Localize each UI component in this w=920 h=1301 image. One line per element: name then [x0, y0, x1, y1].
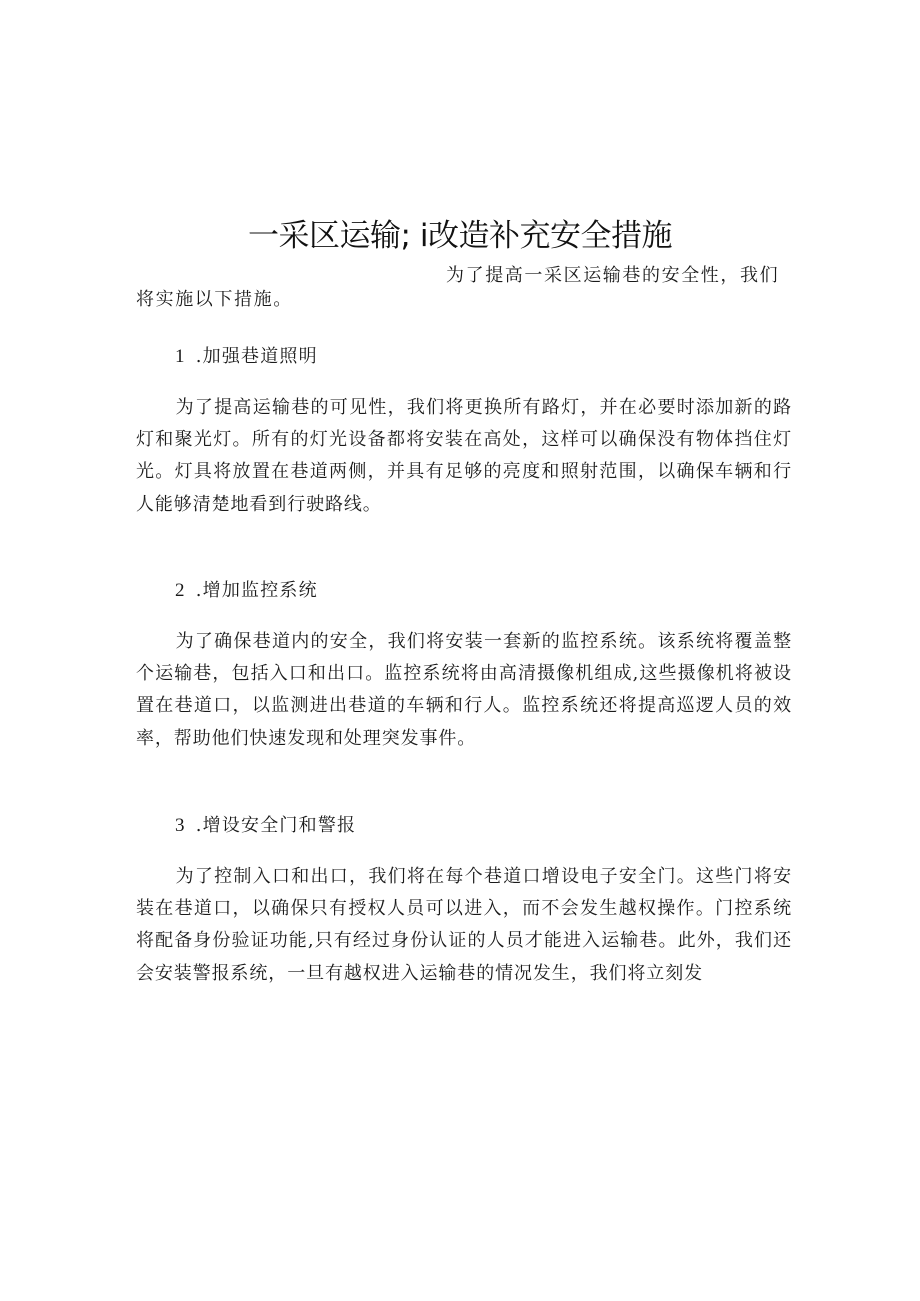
section-1-title: .加强巷道照明 — [195, 346, 318, 367]
intro-text-line1: 为了提高一采区运输巷的安全性，我们 — [446, 265, 780, 286]
section-2-number: 2 — [175, 580, 186, 601]
section-2-heading — [175, 576, 318, 606]
section-3-heading — [175, 811, 356, 841]
section-3-number: 3 — [175, 815, 186, 836]
section-3-body: 为了控制入口和出口，我们将在每个巷道口增设电子安全门。这些门将安装在巷道口，以确保只有授权人员可以进入，而不会发生越权操作。门控系统将配备身份验证功能,只有经过身份认证的人员才能进入运输巷。此外，我们还会安装警报系统，一旦有越权进入运输巷的情况发生，我们将立刻发 — [136, 866, 792, 984]
section-2-title: .增加监控系统 — [195, 580, 318, 601]
section-1-number: 1 — [175, 346, 186, 367]
section-1-body: 为了提高运输巷的可见性，我们将更换所有路灯，并在必要时添加新的路灯和聚光灯。所有的灯光设备都将安装在高处，这样可以确保没有物体挡住灯光。灯具将放置在巷道两侧，并具有足够的亮度和照射范围，以确保车辆和行人能够清楚地看到行驶路线。 — [136, 397, 792, 515]
section-2-body: 为了确保巷道内的安全，我们将安装一套新的监控系统。该系统将覆盖整个运输巷，包括入口和出口。监控系统将由高清摄像机组成,这些摄像机将被设置在巷道口，以监测进出巷道的车辆和行人。监控系统还将提高巡逻人员的效率，帮助他们快速发现和处理突发事件。 — [136, 631, 792, 749]
intro-text-line2: 将实施以下措施。 — [136, 289, 293, 310]
section-1-heading — [175, 342, 318, 372]
section-3-title: .增设安全门和警报 — [195, 815, 357, 836]
document-title: 一采区运输; i改造补充安全措施 — [248, 218, 672, 254]
